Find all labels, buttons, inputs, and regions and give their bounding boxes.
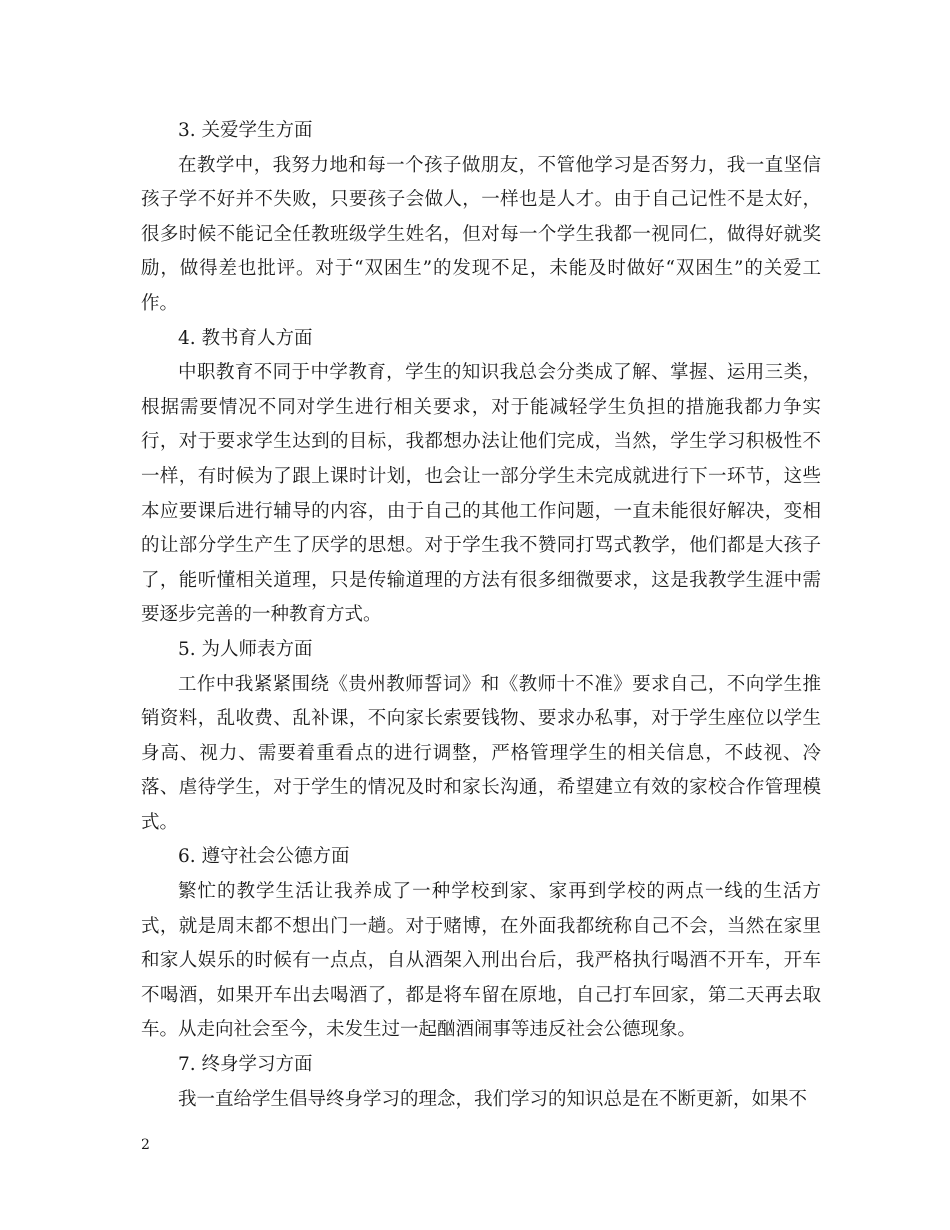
section-social-ethics: [141, 840, 821, 1048]
section-paragraph: 在教学中，我努力地和每一个孩子做朋友，不管他学习是否努力，我一直坚信孩子学不好并不失败，只要孩子会做人，一样也是人才。由于自己记性不是太好，很多时候不能记全任教班级学生姓名，但对每一个学生我都一视同仁，做得好就奖励，做得差也批评。对于“双困生”的发现不足，未能及时做好“双困生”的关爱工作。: [141, 154, 821, 314]
section-paragraph: 工作中我紧紧围绕《贵州教师誓词》和《教师十不准》要求自己，不向学生推销资料，乱收费、乱补课，不向家长索要钱物、要求办私事，对于学生座位以学生身高、视力、需要着重看点的进行调整，严格管理学生的相关信息，不歧视、冷落、虐待学生，对于学生的情况及时和家长沟通，希望建立有效的家校合作管理模式。: [141, 673, 821, 833]
section-paragraph: 繁忙的教学生活让我养成了一种学校到家、家再到学校的两点一线的生活方式，就是周末都不想出门一趟。对于赌博，在外面我都统称自己不会，当然在家里和家人娱乐的时候有一点点，自从酒架入刑出台后，我严格执行喝酒不开车，开车不喝酒，如果开车出去喝酒了，都是将车留在原地，自己打车回家，第二天再去取车。从走向社会至今，未发生过一起酗酒闹事等违反社会公德现象。: [141, 881, 821, 1041]
section-paragraph: 我一直给学生倡导终身学习的理念，我们学习的知识总是在不断更新，如果不: [178, 1088, 808, 1110]
section-teaching-and-educating: [141, 322, 821, 633]
page-number: 2: [141, 1137, 150, 1153]
section-caring-for-students: [141, 114, 821, 322]
section-lifelong-learning: [141, 1048, 821, 1117]
section-heading: 4. 教书育人方面: [178, 327, 313, 349]
section-heading: 3. 关爱学生方面: [178, 120, 313, 141]
section-heading: 5. 为人师表方面: [178, 638, 313, 660]
document-body: [141, 114, 821, 1117]
section-paragraph: 中职教育不同于中学教育，学生的知识我总会分类成了解、掌握、运用三类，根据需要情况不同对学生进行相关要求，对于能减轻学生负担的措施我都力争实行，对于要求学生达到的目标，我都想办法让他们完成，当然，学生学习积极性不一样，有时候为了跟上课时计划，也会让一部分学生未完成就进行下一环节，这些本应要课后进行辅导的内容，由于自己的其他工作问题，一直未能很好解决，变相的让部分学生产生了厌学的思想。对于学生我不赞同打骂式教学，他们都是大孩子了，能听懂相关道理，只是传输道理的方法有很多细微要求，这是我教学生涯中需要逐步完善的一种教育方式。: [141, 362, 821, 626]
section-role-model: [141, 633, 821, 841]
section-heading: 7. 终身学习方面: [178, 1054, 313, 1076]
section-heading: 6. 遵守社会公德方面: [178, 846, 350, 868]
